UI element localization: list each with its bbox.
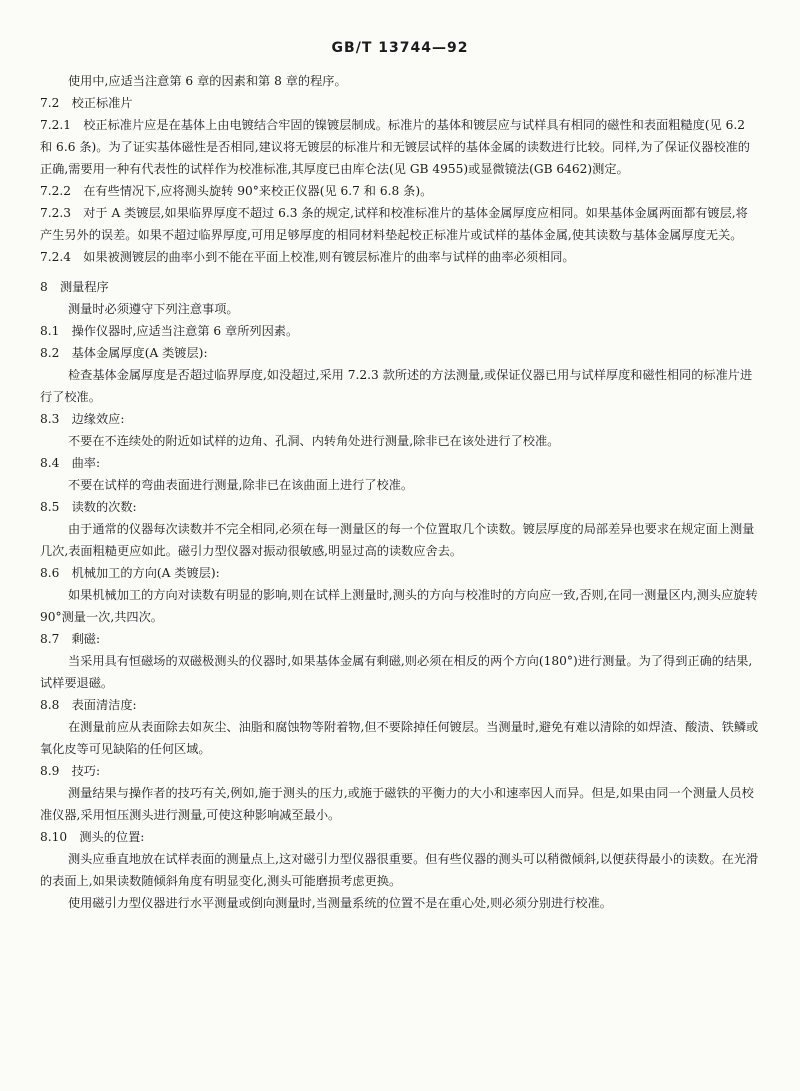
paragraph: 8.1 操作仪器时,应适当注意第 6 章所列因素。 xyxy=(40,324,299,338)
paragraph: 8 测量程序 xyxy=(40,280,109,294)
standard-header: GB/T 13744—92 xyxy=(331,40,469,56)
paragraph: 7.2.1 校正标准片应是在基体上由电镀结合牢固的镍镀层制成。标准片的基体和镀层应与试样具有相同的磁性和表面粗糙度(见 6.2 和 6.6 条)。为了证实基体磁性是否相同,建议将无镀层的标准片和无镀层试样的基体金属的读数进行比较。同样,为了保证仪器校准的正确,需要用一种有代表性的试样作为校准标准,其厚度已由库仑法(见 GB 4955)或显微镜法(GB 6462)测定。 xyxy=(40,118,750,176)
paragraph: 8.5 读数的次数: xyxy=(40,500,137,514)
paragraph: 8.3 边缘效应: xyxy=(40,412,125,426)
paragraph: 7.2.3 对于 A 类镀层,如果临界厚度不超过 6.3 条的规定,试样和校准标准片的基体金属厚度应相同。如果基体金属两面都有镀层,将产生另外的误差。如果不超过临界厚度,可用足够厚度的相同材料垫起校正标准片或试样的基体金属,使其读数与基体金属厚度无关。 xyxy=(40,206,748,242)
paragraph: 当采用具有恒磁场的双磁极测头的仪器时,如果基体金属有剩磁,则必须在相反的两个方向(180°)进行测量。为了得到正确的结果,试样要退磁。 xyxy=(40,654,753,690)
paragraph: 不要在试样的弯曲表面进行测量,除非已在该曲面上进行了校准。 xyxy=(68,478,414,492)
paragraph: 使用中,应适当注意第 6 章的因素和第 8 章的程序。 xyxy=(68,74,347,88)
paragraph: 8.7 剩磁: xyxy=(40,632,101,646)
document-body xyxy=(40,70,760,914)
paragraph: 8.10 测头的位置: xyxy=(40,830,145,844)
paragraph: 测量结果与操作者的技巧有关,例如,施于测头的压力,或施于磁铁的平衡力的大小和速率因人而异。但是,如果由同一个测量人员校准仪器,采用恒压测头进行测量,可使这种影响减至最小。 xyxy=(40,786,754,822)
paragraph: 测头应垂直地放在试样表面的测量点上,这对磁引力型仪器很重要。但有些仪器的测头可以稍微倾斜,以便获得最小的读数。在光滑的表面上,如果读数随倾斜角度有明显变化,测头可能磨损考虑更换。 xyxy=(40,852,759,888)
paragraph: 7.2.4 如果被测镀层的曲率小到不能在平面上校准,则有镀层标准片的曲率与试样的曲率必须相同。 xyxy=(40,250,575,264)
paragraph: 8.6 机械加工的方向(A 类镀层): xyxy=(40,566,220,580)
paragraph: 8.9 技巧: xyxy=(40,764,101,778)
paragraph: 使用磁引力型仪器进行水平测量或倒向测量时,当测量系统的位置不是在重心处,则必须分别进行校准。 xyxy=(68,896,612,910)
paragraph: 7.2 校正标准片 xyxy=(40,96,133,110)
paragraph: 检查基体金属厚度是否超过临界厚度,如没超过,采用 7.2.3 款所述的方法测量,或保证仪器已用与试样厚度和磁性相同的标准片进行了校准。 xyxy=(40,368,753,404)
paragraph: 8.8 表面清洁度: xyxy=(40,698,137,712)
paragraph: 不要在不连续处的附近如试样的边角、孔洞、内转角处进行测量,除非已在该处进行了校准。 xyxy=(68,434,560,448)
paragraph: 由于通常的仪器每次读数并不完全相同,必须在每一测量区的每一个位置取几个读数。镀层厚度的局部差异也要求在规定面上测量几次,表面粗糙更应如此。磁引力型仪器对振动很敏感,明显过高的读数应舍去。 xyxy=(40,522,755,558)
paragraph: 8.4 曲率: xyxy=(40,456,101,470)
paragraph: 8.2 基体金属厚度(A 类镀层): xyxy=(40,346,208,360)
paragraph: 在测量前应从表面除去如灰尘、油脂和腐蚀物等附着物,但不要除掉任何镀层。当测量时,避免有难以清除的如焊渣、酸渍、铁鳞或氧化皮等可见缺陷的任何区域。 xyxy=(40,720,759,756)
paragraph: 测量时必须遵守下列注意事项。 xyxy=(68,302,239,316)
paragraph: 如果机械加工的方向对读数有明显的影响,则在试样上测量时,测头的方向与校准时的方向应一致,否则,在同一测量区内,测头应旋转 90°测量一次,共四次。 xyxy=(40,588,758,624)
paragraph: 7.2.2 在有些情况下,应将测头旋转 90°来校正仪器(见 6.7 和 6.8 条)。 xyxy=(40,184,433,198)
